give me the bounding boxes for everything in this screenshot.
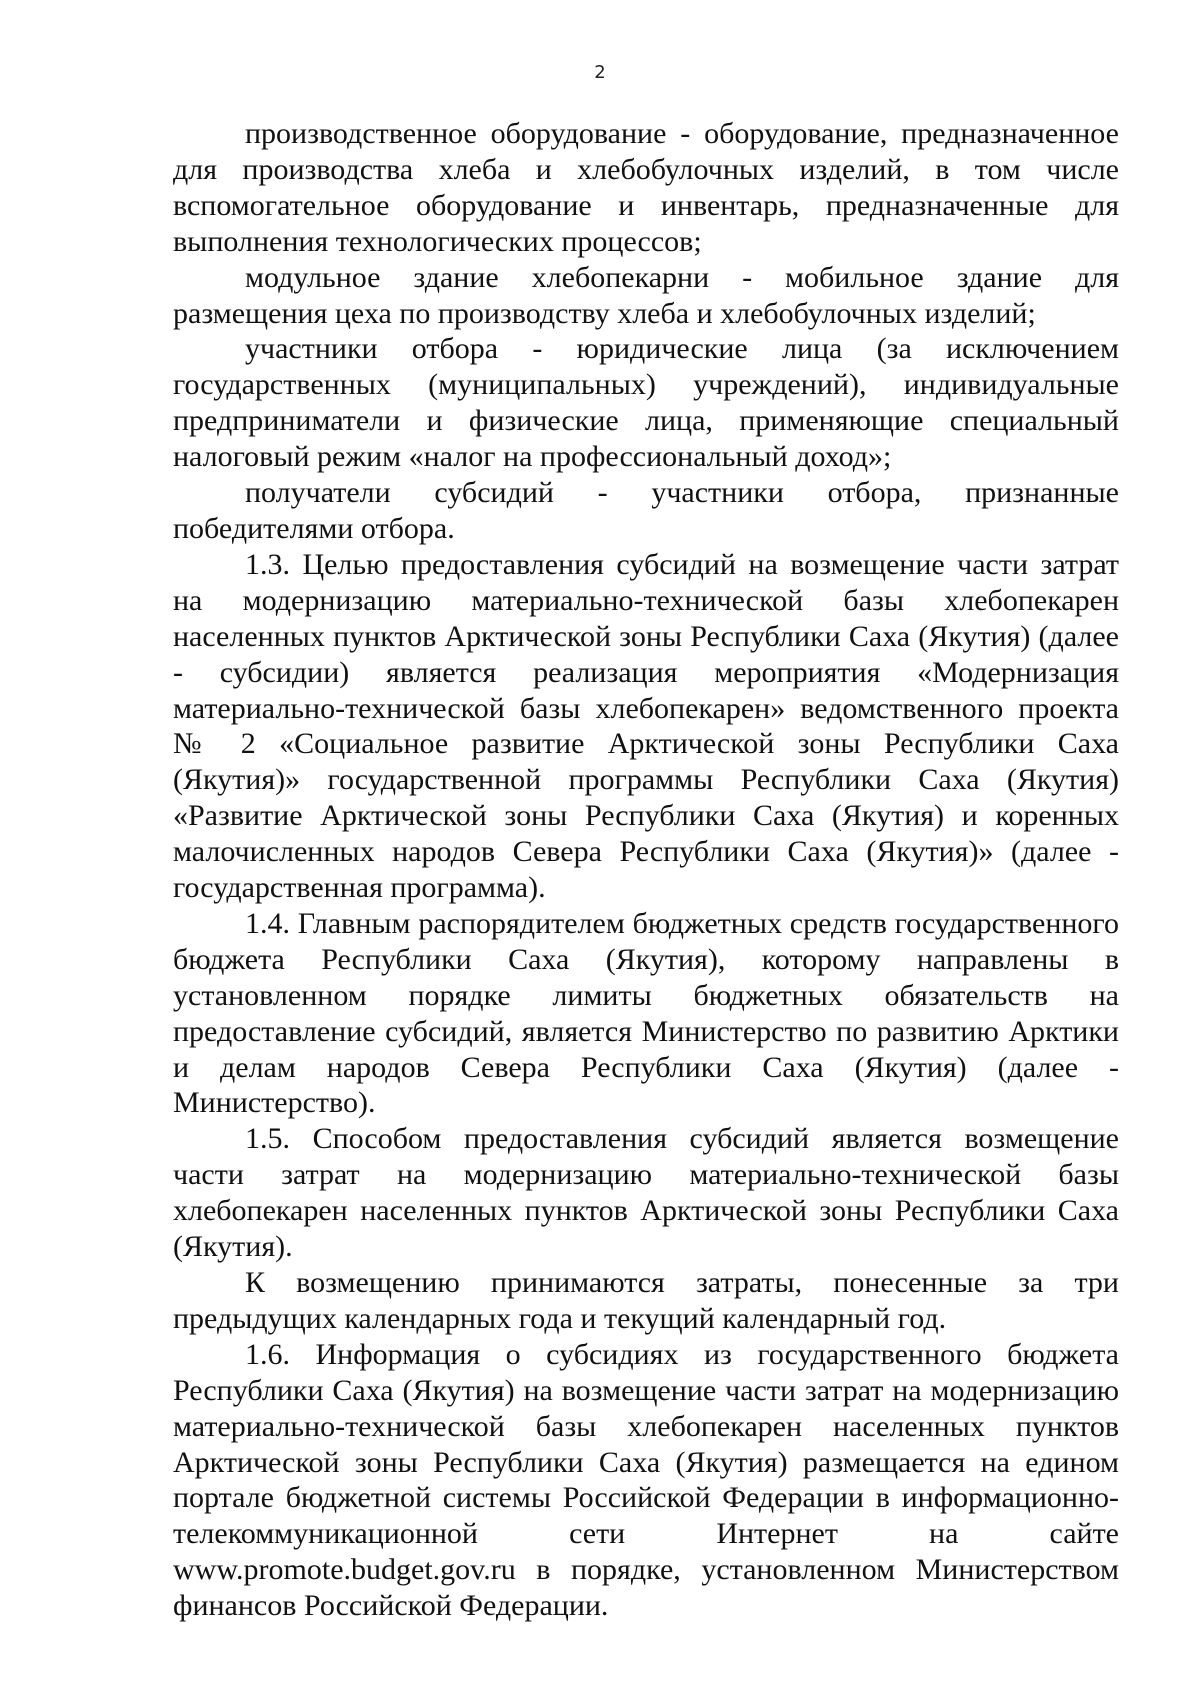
paragraph-reimbursement: К возмещению принимаются затраты, понесенные за три предыдущих календарных года и текущий календарный год. <box>173 1266 1119 1335</box>
paragraph-definition-modular-building: модульное здание хлебопекарни - мобильное здание для размещения цеха по производству хлеба и хлебобулочных изделий; <box>173 260 1119 330</box>
paragraph-1-5: 1.5. Способом предоставления субсидий является возмещение части затрат на модернизацию материально-технической базы хлебопекарен населенных пунктов Арктической зоны Республики Саха (Якутия). <box>173 1122 1119 1264</box>
paragraph-1-3: 1.3. Целью предоставления субсидий на возмещение части затрат на модернизацию материально-технической базы хлебопекарен населенных пунктов Арктической зоны Республики Саха (Якутия) (далее - субсидии) является реализация мероприятия «Модернизация материально-технической базы хлебопекарен» ведомственного проекта № 2 «Социальное развитие Арктической зоны Республики Саха (Якутия)» государственной программы Республики Саха (Якутия) «Развитие Арктической зоны Республики Саха (Якутия) и коренных малочисленных народов Севера Республики Саха (Якутия)» (далее - государственная программа). <box>173 547 1119 905</box>
paragraph-1-4: 1.4. Главным распорядителем бюджетных средств государственного бюджета Республики Саха (Якутия), которому направлены в установленном порядке лимиты бюджетных обязательств на предоставление субсидий, является Министерство по развитию Арктики и делам народов Севера Республики Саха (Якутия) (далее - Министерство). <box>173 906 1119 1120</box>
paragraph-definition-recipients: получатели субсидий - участники отбора, признанные победителями отбора. <box>173 476 1119 545</box>
paragraph-1-6: 1.6. Информация о субсидиях из государственного бюджета Республики Саха (Якутия) на возмещение части затрат на модернизацию материально-технической базы хлебопекарен населенных пунктов Арктической зоны Республики Саха (Якутия) размещается на едином портале бюджетной системы Российской Федерации в информационно-телекоммуникационной сети Интернет на сайте www.promote.budget.gov.ru в порядке, установленном Министерством финансов Российской Федерации. <box>173 1337 1119 1623</box>
page-number: 2 <box>594 62 606 83</box>
paragraph-definition-participants: участники отбора - юридические лица (за исключением государственных (муниципальных) учреждений), индивидуальные предприниматели и физические лица, применяющие специальный налоговый режим «налог на профессиональный доход»; <box>173 332 1119 474</box>
document-body <box>173 116 1119 1624</box>
paragraph-definition-equipment: производственное оборудование - оборудование, предназначенное для производства хлеба и хлебобулочных изделий, в том числе вспомогательное оборудование и инвентарь, предназначенные для выполнения технологических процессов; <box>173 117 1119 258</box>
